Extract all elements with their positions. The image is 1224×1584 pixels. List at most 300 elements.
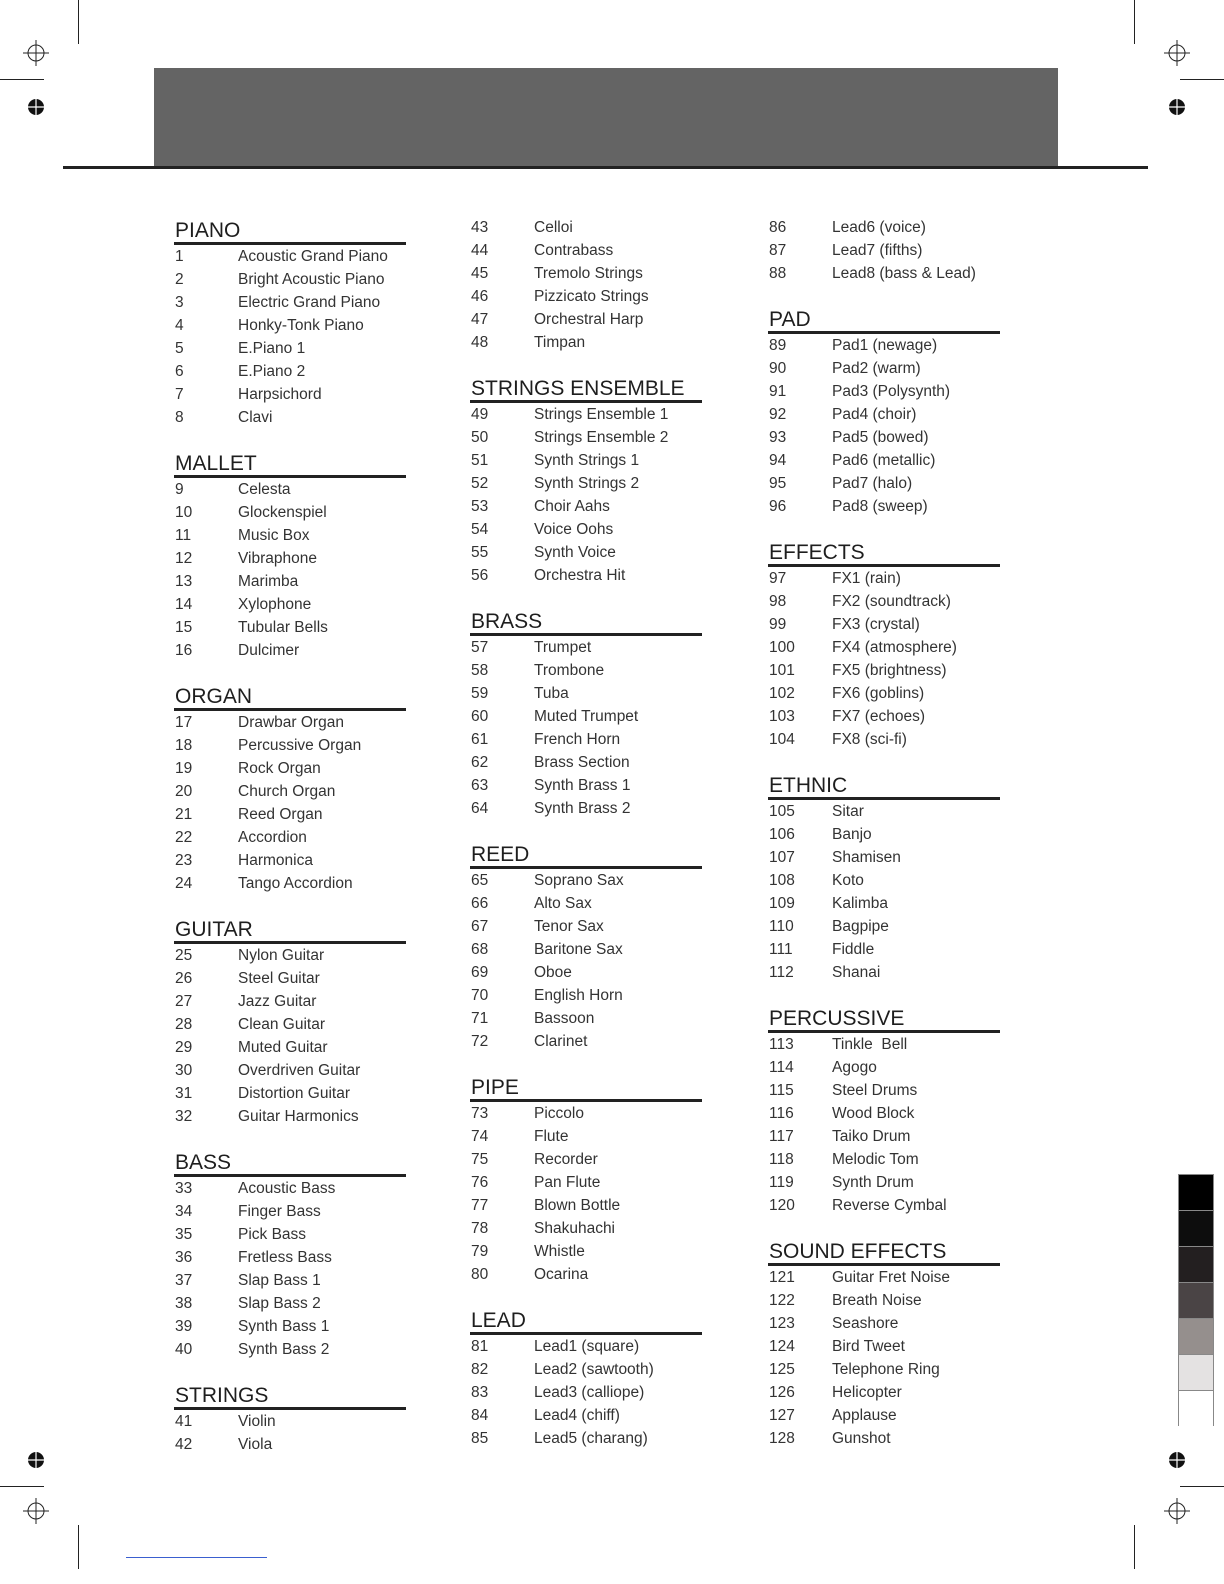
voice-name: Harmonica <box>238 852 313 869</box>
voice-number: 5 <box>175 340 184 357</box>
voice-number: 3 <box>175 294 184 311</box>
voice-name: Finger Bass <box>238 1203 321 1220</box>
header-rule <box>63 166 1148 169</box>
voice-number: 27 <box>175 993 193 1010</box>
voice-group <box>470 216 702 354</box>
voice-number: 64 <box>471 800 489 817</box>
voice-row <box>470 1427 702 1450</box>
voice-row <box>174 383 406 406</box>
registration-target-icon <box>23 1498 49 1524</box>
voice-number: 103 <box>769 708 795 725</box>
registration-target-icon <box>23 40 49 66</box>
voice-row <box>768 334 1000 357</box>
voice-number: 55 <box>471 544 489 561</box>
voice-row <box>768 938 1000 961</box>
voice-name: Church Organ <box>238 783 336 800</box>
voice-number: 113 <box>769 1036 794 1053</box>
voice-row <box>174 1433 406 1456</box>
voice-number: 105 <box>769 803 795 820</box>
voice-number: 19 <box>175 760 193 777</box>
voice-name: Shanai <box>832 964 881 981</box>
registration-dot-icon <box>1168 98 1186 116</box>
voice-name: Violin <box>238 1413 276 1430</box>
voice-row <box>470 1335 702 1358</box>
voice-row <box>768 403 1000 426</box>
voice-row <box>174 360 406 383</box>
voice-row <box>768 472 1000 495</box>
voice-number: 107 <box>769 849 795 866</box>
voice-number: 98 <box>769 593 787 610</box>
voice-number: 50 <box>471 429 489 446</box>
voice-number: 59 <box>471 685 489 702</box>
voice-name: FX8 (sci-fi) <box>832 731 907 748</box>
voice-number: 36 <box>175 1249 193 1266</box>
voice-number: 37 <box>175 1272 193 1289</box>
voice-number: 68 <box>471 941 489 958</box>
voice-number: 40 <box>175 1341 193 1358</box>
voice-name: FX5 (brightness) <box>832 662 947 679</box>
voice-number: 24 <box>175 875 193 892</box>
voice-name: Synth Bass 2 <box>238 1341 330 1358</box>
voice-number: 34 <box>175 1203 193 1220</box>
voice-number: 38 <box>175 1295 193 1312</box>
voice-group <box>174 919 406 1128</box>
voice-name: Soprano Sax <box>534 872 624 889</box>
voice-row <box>470 331 702 354</box>
voice-name: E.Piano 1 <box>238 340 306 357</box>
voice-name: Gunshot <box>832 1430 891 1447</box>
voice-name: Glockenspiel <box>238 504 327 521</box>
voice-number: 91 <box>769 383 787 400</box>
voice-name: Piccolo <box>534 1105 584 1122</box>
voice-number: 43 <box>471 219 489 236</box>
voice-number: 52 <box>471 475 489 492</box>
voice-row <box>470 495 702 518</box>
voice-name: French Horn <box>534 731 621 748</box>
voice-row <box>174 314 406 337</box>
voice-number: 94 <box>769 452 787 469</box>
voice-row <box>470 449 702 472</box>
voice-name: Tubular Bells <box>238 619 328 636</box>
voice-number: 121 <box>769 1269 795 1286</box>
voice-number: 44 <box>471 242 489 259</box>
voice-name: Synth Drum <box>832 1174 914 1191</box>
voice-name: Strings Ensemble 2 <box>534 429 669 446</box>
voice-name: Slap Bass 2 <box>238 1295 321 1312</box>
voice-name: Lead6 (voice) <box>832 219 926 236</box>
voice-name: Seashore <box>832 1315 899 1332</box>
voice-number: 6 <box>175 363 184 380</box>
crop-mark <box>1180 1486 1224 1487</box>
voice-number: 72 <box>471 1033 489 1050</box>
voice-name: Pick Bass <box>238 1226 307 1243</box>
voice-row <box>174 547 406 570</box>
voice-name: Synth Bass 1 <box>238 1318 330 1335</box>
voice-number: 75 <box>471 1151 489 1168</box>
voice-name: Synth Strings 2 <box>534 475 640 492</box>
voice-row <box>470 751 702 774</box>
voice-row <box>174 1059 406 1082</box>
voice-row <box>768 846 1000 869</box>
voice-row <box>768 1289 1000 1312</box>
voice-row <box>470 938 702 961</box>
voice-row <box>768 239 1000 262</box>
voice-row <box>174 1410 406 1433</box>
voice-name: Jazz Guitar <box>238 993 317 1010</box>
voice-row <box>768 1381 1000 1404</box>
voice-row <box>470 1263 702 1286</box>
voice-row <box>768 1056 1000 1079</box>
voice-name: Tinkle Bell <box>832 1036 908 1053</box>
voice-number: 15 <box>175 619 193 636</box>
voice-number: 80 <box>471 1266 489 1283</box>
voice-row <box>470 705 702 728</box>
voice-row <box>768 1194 1000 1217</box>
voice-name: Distortion Guitar <box>238 1085 350 1102</box>
voice-number: 39 <box>175 1318 193 1335</box>
voice-group <box>174 220 406 429</box>
voice-name: Synth Voice <box>534 544 616 561</box>
voice-row <box>470 961 702 984</box>
voice-name: Tremolo Strings <box>534 265 643 282</box>
voice-name: Marimba <box>238 573 299 590</box>
voice-row <box>768 682 1000 705</box>
voice-row <box>174 337 406 360</box>
voice-name: Blown Bottle <box>534 1197 621 1214</box>
voice-number: 31 <box>175 1085 193 1102</box>
voice-name: Sitar <box>832 803 864 820</box>
voice-number: 65 <box>471 872 489 889</box>
section-title: SOUND EFFECTS <box>768 1241 1000 1266</box>
voice-number: 61 <box>471 731 489 748</box>
section-title: PIANO <box>174 220 406 245</box>
voice-name: Harpsichord <box>238 386 322 403</box>
voice-group <box>470 378 702 587</box>
voice-row <box>174 570 406 593</box>
voice-number: 81 <box>471 1338 489 1355</box>
voice-row <box>174 1036 406 1059</box>
voice-group <box>768 775 1000 984</box>
voice-name: Guitar Harmonics <box>238 1108 359 1125</box>
voice-name: Percussive Organ <box>238 737 362 754</box>
color-swatch <box>1178 1354 1214 1390</box>
voice-number: 109 <box>769 895 795 912</box>
column-3 <box>768 216 1000 1450</box>
voice-row <box>174 1223 406 1246</box>
voice-row <box>470 216 702 239</box>
voice-group <box>768 542 1000 751</box>
voice-number: 21 <box>175 806 193 823</box>
voice-name: FX1 (rain) <box>832 570 901 587</box>
voice-number: 69 <box>471 964 489 981</box>
voice-name: Acoustic Grand Piano <box>238 248 388 265</box>
voice-row <box>174 1292 406 1315</box>
voice-row <box>174 245 406 268</box>
voice-row <box>174 1082 406 1105</box>
voice-name: Acoustic Bass <box>238 1180 336 1197</box>
voice-name: Lead2 (sawtooth) <box>534 1361 654 1378</box>
voice-row <box>470 518 702 541</box>
voice-number: 22 <box>175 829 193 846</box>
voice-number: 46 <box>471 288 489 305</box>
voice-name: Melodic Tom <box>832 1151 919 1168</box>
voice-number: 12 <box>175 550 193 567</box>
color-swatch <box>1178 1246 1214 1282</box>
voice-row <box>470 984 702 1007</box>
registration-target-icon <box>1164 40 1190 66</box>
voice-number: 45 <box>471 265 489 282</box>
voice-number: 17 <box>175 714 193 731</box>
voice-name: Ocarina <box>534 1266 589 1283</box>
voice-name: Shakuhachi <box>534 1220 616 1237</box>
voice-name: Orchestra Hit <box>534 567 626 584</box>
voice-name: Celloi <box>534 219 573 236</box>
voice-row <box>470 1194 702 1217</box>
voice-row <box>470 1007 702 1030</box>
column-1 <box>174 220 406 1456</box>
voice-name: Dulcimer <box>238 642 300 659</box>
voice-row <box>174 268 406 291</box>
voice-row <box>768 1335 1000 1358</box>
voice-name: Banjo <box>832 826 872 843</box>
voice-number: 48 <box>471 334 489 351</box>
voice-name: Shamisen <box>832 849 901 866</box>
crop-mark <box>0 79 44 80</box>
voice-row <box>768 495 1000 518</box>
voice-row <box>768 567 1000 590</box>
voice-number: 14 <box>175 596 193 613</box>
voice-number: 70 <box>471 987 489 1004</box>
voice-name: Honky-Tonk Piano <box>238 317 364 334</box>
voice-name: Pad4 (choir) <box>832 406 917 423</box>
voice-row <box>768 449 1000 472</box>
voice-row <box>470 285 702 308</box>
voice-row <box>768 915 1000 938</box>
voice-row <box>768 1079 1000 1102</box>
voice-name: FX2 (soundtrack) <box>832 593 951 610</box>
voice-number: 115 <box>769 1082 794 1099</box>
voice-number: 47 <box>471 311 489 328</box>
voice-name: Bassoon <box>534 1010 595 1027</box>
voice-row <box>768 216 1000 239</box>
voice-number: 25 <box>175 947 193 964</box>
voice-name: Pad3 (Polysynth) <box>832 383 951 400</box>
registration-dot-icon <box>1168 1451 1186 1469</box>
voice-name: Lead5 (charang) <box>534 1430 648 1447</box>
voice-name: FX3 (crystal) <box>832 616 920 633</box>
voice-name: Fretless Bass <box>238 1249 332 1266</box>
voice-number: 120 <box>769 1197 795 1214</box>
voice-name: Pad2 (warm) <box>832 360 921 377</box>
voice-name: Pad5 (bowed) <box>832 429 929 446</box>
voice-group <box>768 1241 1000 1450</box>
voice-number: 118 <box>769 1151 794 1168</box>
voice-row <box>470 1148 702 1171</box>
color-swatch <box>1178 1390 1214 1426</box>
column-2 <box>470 216 702 1450</box>
voice-row <box>768 380 1000 403</box>
voice-number: 99 <box>769 616 787 633</box>
voice-row <box>470 1217 702 1240</box>
voice-name: E.Piano 2 <box>238 363 306 380</box>
voice-number: 57 <box>471 639 489 656</box>
voice-name: Viola <box>238 1436 273 1453</box>
voice-row <box>470 728 702 751</box>
voice-row <box>470 1381 702 1404</box>
voice-row <box>174 524 406 547</box>
voice-row <box>470 1125 702 1148</box>
voice-number: 10 <box>175 504 193 521</box>
voice-name: Reed Organ <box>238 806 323 823</box>
voice-number: 66 <box>471 895 489 912</box>
voice-row <box>768 869 1000 892</box>
voice-row <box>174 1246 406 1269</box>
voice-row <box>470 892 702 915</box>
voice-row <box>174 1315 406 1338</box>
voice-name: English Horn <box>534 987 623 1004</box>
voice-name: Lead7 (fifths) <box>832 242 923 259</box>
section-title: BRASS <box>470 611 702 636</box>
voice-row <box>470 869 702 892</box>
voice-name: Bright Acoustic Piano <box>238 271 385 288</box>
voice-row <box>768 1427 1000 1450</box>
voice-number: 20 <box>175 783 193 800</box>
voice-row <box>768 892 1000 915</box>
voice-group <box>768 309 1000 518</box>
voice-number: 18 <box>175 737 193 754</box>
voice-name: Lead4 (chiff) <box>534 1407 620 1424</box>
voice-number: 111 <box>769 941 793 958</box>
voice-row <box>768 636 1000 659</box>
voice-number: 62 <box>471 754 489 771</box>
voice-number: 35 <box>175 1226 193 1243</box>
voice-row <box>768 728 1000 751</box>
voice-number: 53 <box>471 498 489 515</box>
voice-number: 82 <box>471 1361 489 1378</box>
voice-row <box>768 823 1000 846</box>
section-title: PERCUSSIVE <box>768 1008 1000 1033</box>
voice-name: Clavi <box>238 409 273 426</box>
section-title: BASS <box>174 1152 406 1177</box>
voice-number: 56 <box>471 567 489 584</box>
section-title: PAD <box>768 309 1000 334</box>
voice-number: 23 <box>175 852 193 869</box>
voice-number: 71 <box>471 1010 489 1027</box>
voice-row <box>768 1033 1000 1056</box>
voice-row <box>174 780 406 803</box>
crop-mark <box>0 1486 44 1487</box>
voice-number: 77 <box>471 1197 489 1214</box>
voice-row <box>174 406 406 429</box>
header-banner <box>154 68 1058 168</box>
voice-name: Contrabass <box>534 242 614 259</box>
voice-number: 74 <box>471 1128 489 1145</box>
voice-row <box>174 1177 406 1200</box>
section-title: ORGAN <box>174 686 406 711</box>
voice-row <box>470 564 702 587</box>
voice-number: 100 <box>769 639 795 656</box>
voice-number: 127 <box>769 1407 795 1424</box>
voice-name: Breath Noise <box>832 1292 922 1309</box>
voice-name: Guitar Fret Noise <box>832 1269 951 1286</box>
voice-name: Kalimba <box>832 895 888 912</box>
voice-row <box>470 1030 702 1053</box>
voice-name: Lead1 (square) <box>534 1338 640 1355</box>
section-title: ETHNIC <box>768 775 1000 800</box>
voice-name: Vibraphone <box>238 550 318 567</box>
voice-number: 125 <box>769 1361 795 1378</box>
voice-name: Xylophone <box>238 596 312 613</box>
voice-row <box>470 682 702 705</box>
voice-number: 112 <box>769 964 794 981</box>
voice-name: Bird Tweet <box>832 1338 905 1355</box>
voice-number: 93 <box>769 429 787 446</box>
voice-number: 26 <box>175 970 193 987</box>
voice-row <box>470 1404 702 1427</box>
voice-name: Lead3 (calliope) <box>534 1384 645 1401</box>
voice-name: FX6 (goblins) <box>832 685 925 702</box>
voice-number: 73 <box>471 1105 489 1122</box>
voice-number: 7 <box>175 386 184 403</box>
crop-mark <box>1134 0 1135 44</box>
voice-row <box>768 705 1000 728</box>
voice-number: 4 <box>175 317 184 334</box>
voice-row <box>470 472 702 495</box>
voice-group <box>470 611 702 820</box>
voice-number: 101 <box>769 662 795 679</box>
voice-row <box>470 1240 702 1263</box>
voice-row <box>470 541 702 564</box>
voice-group <box>174 686 406 895</box>
voice-number: 116 <box>769 1105 794 1122</box>
voice-group <box>470 1077 702 1286</box>
voice-row <box>768 1102 1000 1125</box>
color-swatch <box>1178 1318 1214 1354</box>
voice-name: Alto Sax <box>534 895 592 912</box>
voice-name: Clarinet <box>534 1033 588 1050</box>
section-title: LEAD <box>470 1310 702 1335</box>
voice-name: Brass Section <box>534 754 630 771</box>
voice-group <box>768 1008 1000 1217</box>
voice-name: Baritone Sax <box>534 941 623 958</box>
voice-name: Clean Guitar <box>238 1016 326 1033</box>
color-swatch <box>1178 1210 1214 1246</box>
voice-number: 67 <box>471 918 489 935</box>
voice-number: 76 <box>471 1174 489 1191</box>
voice-row <box>174 1338 406 1361</box>
voice-row <box>174 1013 406 1036</box>
voice-number: 104 <box>769 731 795 748</box>
voice-number: 11 <box>175 527 192 544</box>
footer-underline <box>126 1557 267 1558</box>
voice-row <box>768 590 1000 613</box>
voice-number: 89 <box>769 337 787 354</box>
voice-number: 41 <box>175 1413 193 1430</box>
section-title: STRINGS <box>174 1385 406 1410</box>
voice-row <box>174 849 406 872</box>
voice-name: Bagpipe <box>832 918 889 935</box>
voice-number: 96 <box>769 498 787 515</box>
voice-row <box>470 403 702 426</box>
voice-row <box>174 944 406 967</box>
voice-number: 88 <box>769 265 787 282</box>
voice-name: Fiddle <box>832 941 875 958</box>
voice-group <box>470 1310 702 1450</box>
crop-mark <box>1134 1525 1135 1569</box>
voice-number: 110 <box>769 918 794 935</box>
voice-row <box>768 262 1000 285</box>
registration-dot-icon <box>27 1451 45 1469</box>
